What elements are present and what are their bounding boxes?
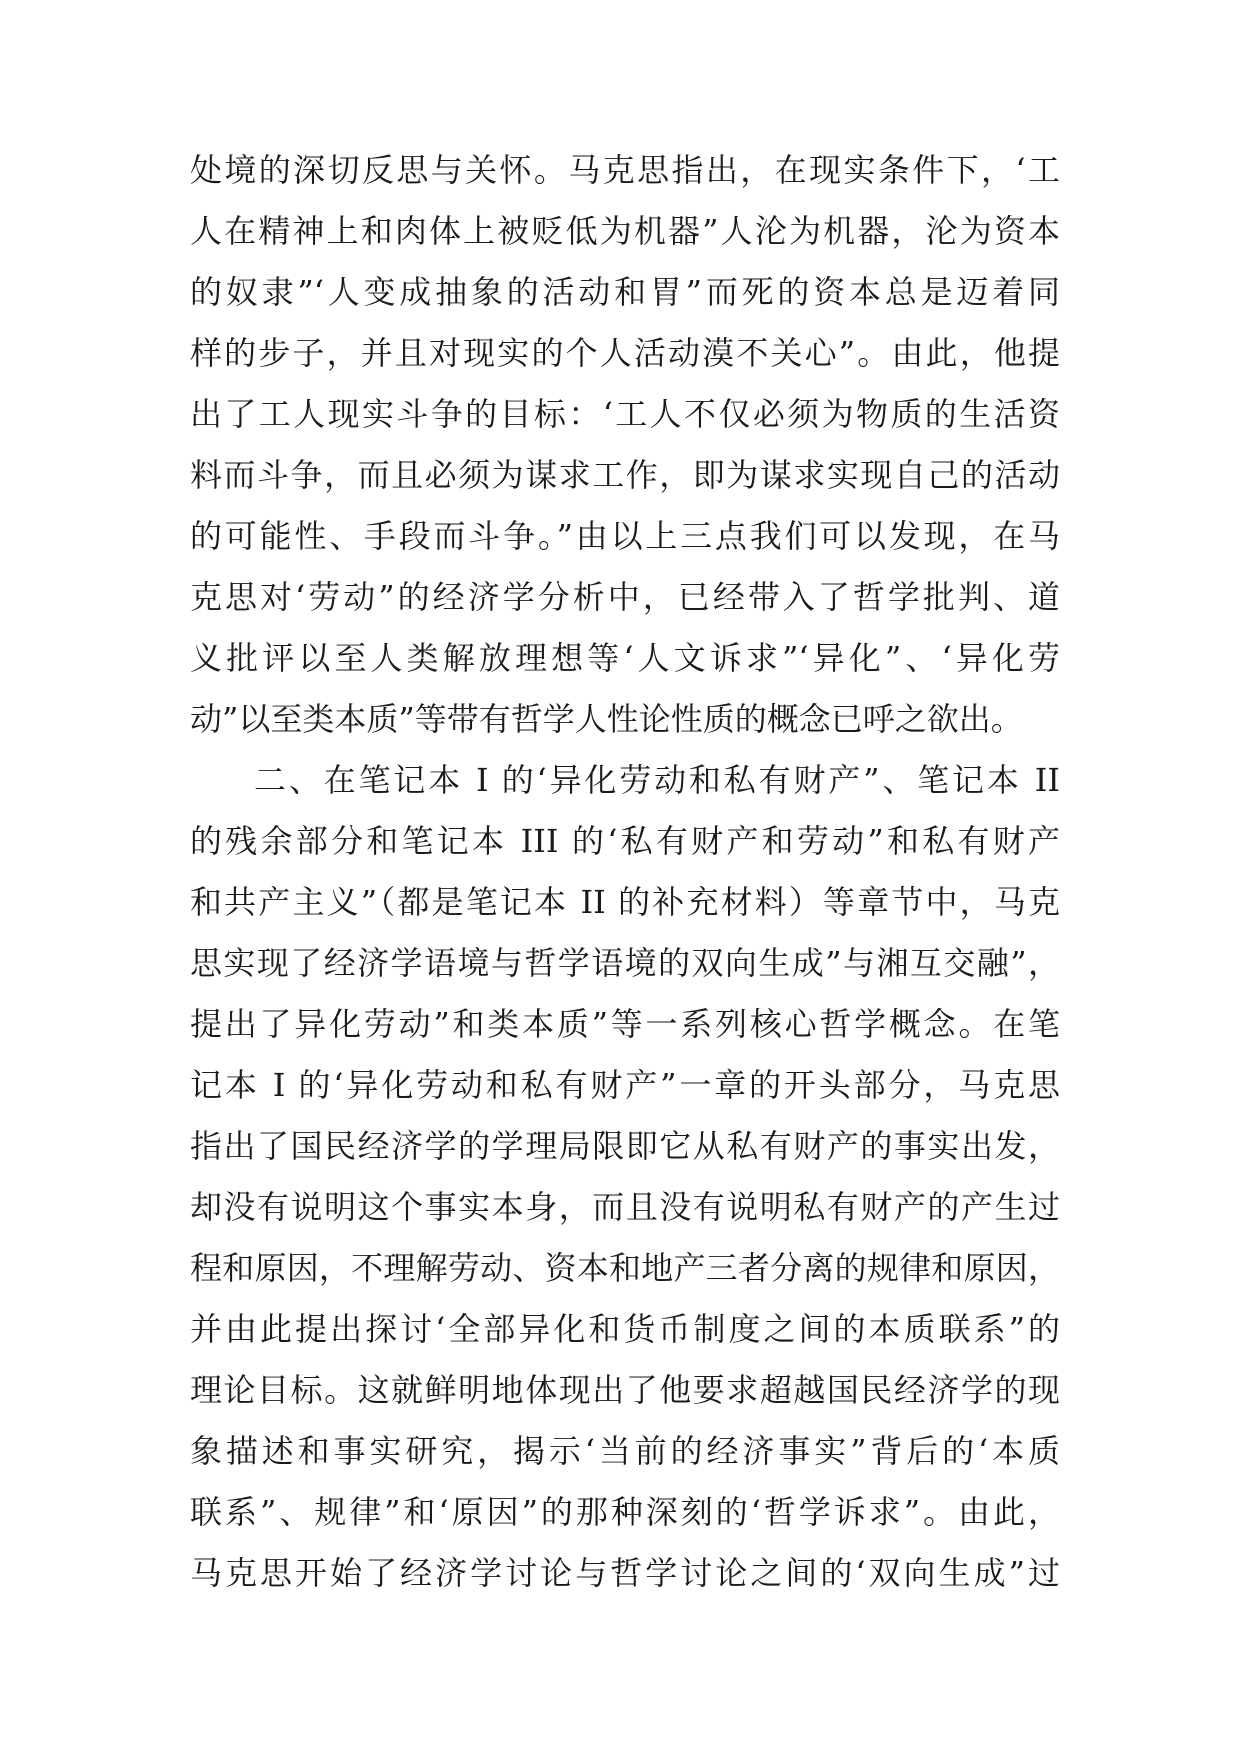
text-line: 程和原因，不理解劳动、资本和地产三者分离的规律和原因， xyxy=(190,1249,1060,1287)
text-line: 联系”、规律”和‘原因”的那种深刻的‘哲学诉求”。由此， xyxy=(190,1493,1060,1531)
text-line: 出了工人现实斗争的目标：‘工人不仅必须为物质的生活资 xyxy=(190,395,1060,433)
text-line: 处境的深切反思与关怀。马克思指出，在现实条件下，‘工 xyxy=(190,151,1060,189)
paragraph-start-line: 二、在笔记本 I 的‘异化劳动和私有财产”、笔记本 II xyxy=(254,761,1060,799)
text-line: 理论目标。这就鲜明地体现出了他要求超越国民经济学的现 xyxy=(190,1371,1060,1409)
text-line: 并由此提出探讨‘全部异化和货币制度之间的本质联系”的 xyxy=(190,1310,1060,1348)
text-line: 记本 I 的‘异化劳动和私有财产”一章的开头部分，马克思 xyxy=(190,1066,1060,1104)
body-text xyxy=(190,140,1060,1604)
text-line: 指出了国民经济学的学理局限即它从私有财产的事实出发， xyxy=(190,1127,1060,1165)
text-line: 的可能性、手段而斗争。”由以上三点我们可以发现，在马 xyxy=(190,517,1060,555)
text-line: 克思对‘劳动”的经济学分析中，已经带入了哲学批判、道 xyxy=(190,578,1060,616)
text-line: 思实现了经济学语境与哲学语境的双向生成”与湘互交融”， xyxy=(190,944,1060,982)
text-line: 却没有说明这个事实本身，而且没有说明私有财产的产生过 xyxy=(190,1188,1060,1226)
text-line: 和共产主义”（都是笔记本 II 的补充材料）等章节中，马克 xyxy=(190,883,1060,921)
text-line: 动”以至类本质”等带有哲学人性论性质的概念已呼之欲出。 xyxy=(190,700,1023,738)
text-line: 样的步子，并且对现实的个人活动漠不关心”。由此，他提 xyxy=(190,334,1060,372)
text-line: 义批评以至人类解放理想等‘人文诉求”‘异化”、‘异化劳 xyxy=(190,639,1060,677)
text-line: 的奴隶”‘人变成抽象的活动和胃”而死的资本总是迈着同 xyxy=(190,273,1060,311)
text-line: 马克思开始了经济学讨论与哲学讨论之间的‘双向生成”过 xyxy=(190,1554,1060,1592)
text-line: 料而斗争，而且必须为谋求工作，即为谋求实现自己的活动 xyxy=(190,456,1060,494)
text-line: 象描述和事实研究，揭示‘当前的经济事实”背后的‘本质 xyxy=(190,1432,1060,1470)
text-line: 人在精神上和肉体上被贬低为机器”人沦为机器，沦为资本 xyxy=(190,212,1060,250)
text-line: 的残余部分和笔记本 III 的‘私有财产和劳动”和私有财产 xyxy=(190,822,1060,860)
text-line: 提出了异化劳动”和类本质”等一系列核心哲学概念。在笔 xyxy=(190,1005,1060,1043)
